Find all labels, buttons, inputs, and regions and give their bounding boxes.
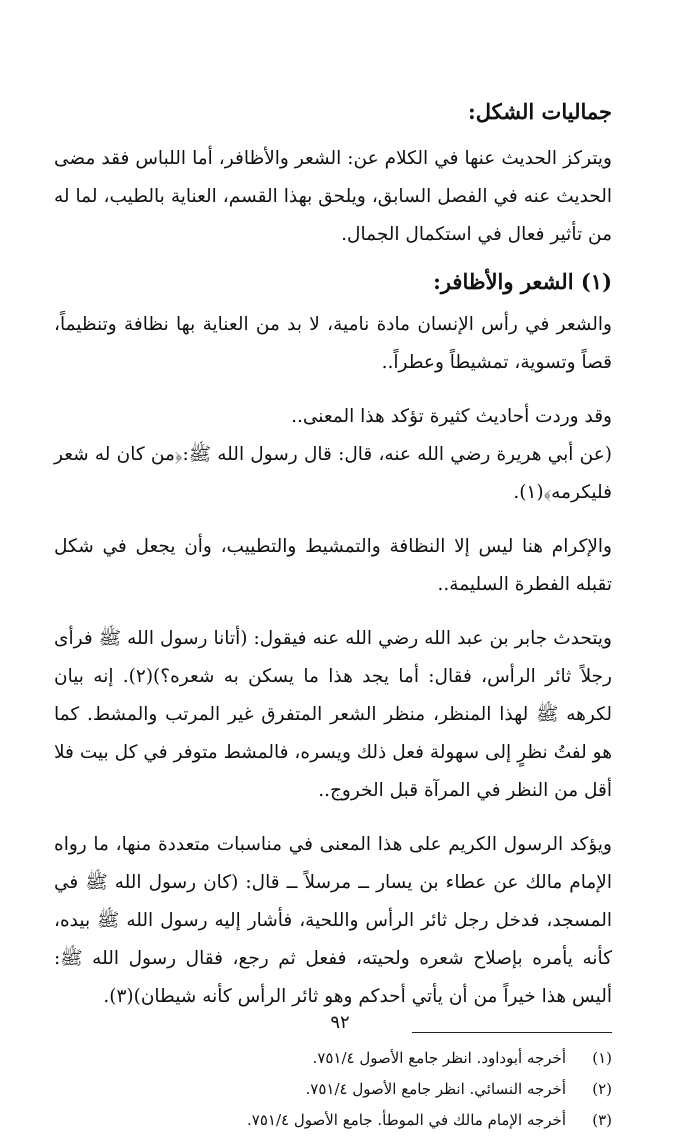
- page-number: ٩٢: [330, 1012, 350, 1033]
- footnote: [54, 1074, 612, 1105]
- footnote-number: (٢): [592, 1080, 612, 1098]
- paragraph-malik: ويؤكد الرسول الكريم على هذا المعنى في مناسبات متعددة منها، ما رواه الإمام مالك عن عطاء بن يسار ــ مرسلاً ــ قال: (كان رسول الله ﷺ في المسجد، فدخل رجل ثائر الرأس واللحية، فأشار إليه رسول الله ﷺ بيده، كأنه يأمره بإصلاح شعره ولحيته، ففعل ثم رجع، فقال رسول الله ﷺ: أليس هذا خيراً من أن يأتي أحدكم وهو ثائر الرأس كأنه شيطان)(٣).: [54, 834, 612, 1007]
- paragraph-jabir: ويتحدث جابر بن عبد الله رضي الله عنه فيقول: (أتانا رسول الله ﷺ فرأى رجلاً ثائر الرأس، فقال: أما يجد هذا ما يسكن به شعره؟)(٢). إنه بيان لكرهه ﷺ لهذا المنظر، منظر الشعر المتفرق غير المرتب والمشط. كما هو لفتُ نظرٍ إلى سهولة فعل ذلك ويسره، فالمشط متوفر في كل بيت فلا أقل من النظر في المرآة قبل الخروج..: [54, 628, 612, 801]
- page-body: [54, 92, 612, 1136]
- paragraph-hair: والشعر في رأس الإنسان مادة نامية، لا بد من العناية بها نظافة وتنظيماً، قصاً وتسوية، تمشيطاً وعطراً..: [54, 314, 612, 373]
- footnote: [54, 1043, 612, 1074]
- section-heading: جماليات الشكل:: [468, 99, 612, 124]
- footnote-number: (٣): [592, 1111, 612, 1129]
- footnote-text: أخرجه أبوداود. انظر جامع الأصول ٧٥١/٤.: [312, 1049, 566, 1067]
- paragraph-intro: ويتركز الحديث عنها في الكلام عن: الشعر والأظافر، أما اللباس فقد مضى الحديث عنه في الفصل السابق، ويلحق بهذا القسم، العناية بالطيب، لما له من تأثير فعال في استكمال الجمال.: [54, 148, 612, 245]
- footnote-number: (١): [592, 1049, 612, 1067]
- subsection-heading: (١) الشعر والأظافر:: [433, 269, 612, 294]
- footnote: [54, 1105, 612, 1136]
- footnote-text: أخرجه النسائي. انظر جامع الأصول ٧٥١/٤.: [305, 1080, 566, 1098]
- paragraph-hadith-intro: وقد وردت أحاديث كثيرة تؤكد هذا المعنى..: [291, 406, 612, 427]
- paragraph-hadith-1: (عن أبي هريرة رضي الله عنه، قال: قال رسول الله ﷺ:﴿من كان له شعر فليكرمه﴾(١).: [54, 444, 612, 503]
- paragraph-ikram: والإكرام هنا ليس إلا النظافة والتمشيط والتطييب، وأن يجعل في شكل تقبله الفطرة السليمة..: [54, 536, 612, 595]
- footnote-text: أخرجه الإمام مالك في الموطأ. جامع الأصول ٧٥١/٤.: [247, 1111, 566, 1129]
